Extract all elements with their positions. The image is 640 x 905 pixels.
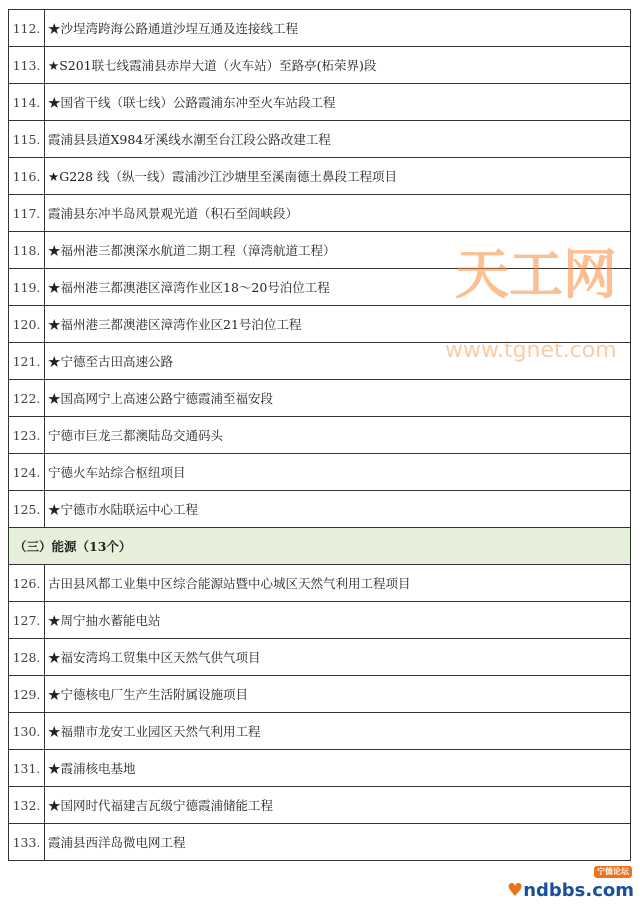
row-number: 116.	[9, 158, 45, 195]
project-name: ★G228 线（纵一线）霞浦沙江沙塘里至溪南德土鼻段工程项目	[45, 158, 631, 195]
table-row	[9, 10, 631, 47]
watermark-url: www.tgnet.com	[445, 338, 617, 363]
row-number: 132.	[9, 787, 45, 824]
row-number: 123.	[9, 417, 45, 454]
project-name: ★国省干线（联七线）公路霞浦东冲至火车站段工程	[45, 84, 631, 121]
project-name: ★国网时代福建吉瓦级宁德霞浦储能工程	[45, 787, 631, 824]
watermark-brand: 天工网	[455, 243, 617, 306]
logo-tag: 宁德论坛	[594, 866, 632, 878]
project-name: ★福鼎市龙安工业园区天然气利用工程	[45, 713, 631, 750]
project-name: ★S201联七线霞浦县赤岸大道（火车站）至路亭(柘荣界)段	[45, 47, 631, 84]
table-row	[9, 343, 631, 380]
project-name: ★宁德核电厂生产生活附属设施项目	[45, 676, 631, 713]
row-number: 130.	[9, 713, 45, 750]
row-number: 115.	[9, 121, 45, 158]
table-row	[9, 565, 631, 602]
project-name: ★周宁抽水蓄能电站	[45, 602, 631, 639]
table-row	[9, 195, 631, 232]
table-row	[9, 750, 631, 787]
row-number: 122.	[9, 380, 45, 417]
section-header-row	[9, 528, 631, 565]
project-name: ★福州港三都澳深水航道二期工程（漳湾航道工程）	[45, 232, 631, 269]
row-number: 129.	[9, 676, 45, 713]
table-row	[9, 269, 631, 306]
table-row	[9, 491, 631, 528]
project-name: ★福州港三都澳港区漳湾作业区21号泊位工程	[45, 306, 631, 343]
row-number: 114.	[9, 84, 45, 121]
row-number: 120.	[9, 306, 45, 343]
project-name: ★福州港三都澳港区漳湾作业区18～20号泊位工程	[45, 269, 631, 306]
row-number: 117.	[9, 195, 45, 232]
table-row	[9, 676, 631, 713]
project-table	[8, 9, 631, 861]
heart-icon: ♥	[507, 880, 524, 901]
project-name: 霞浦县县道X984牙溪线水潮至台江段公路改建工程	[45, 121, 631, 158]
table-row	[9, 380, 631, 417]
row-number: 124.	[9, 454, 45, 491]
table-row	[9, 84, 631, 121]
table-row	[9, 454, 631, 491]
project-name: ★国高网宁上高速公路宁德霞浦至福安段	[45, 380, 631, 417]
project-name: ★沙埕湾跨海公路通道沙埕互通及连接线工程	[45, 10, 631, 47]
logo-text: ndbbs.com	[523, 880, 634, 901]
row-number: 126.	[9, 565, 45, 602]
table-row	[9, 417, 631, 454]
table-row	[9, 787, 631, 824]
row-number: 112.	[9, 10, 45, 47]
table-row	[9, 639, 631, 676]
table-row	[9, 713, 631, 750]
table-row	[9, 232, 631, 269]
table-row	[9, 47, 631, 84]
row-number: 128.	[9, 639, 45, 676]
row-number: 118.	[9, 232, 45, 269]
row-number: 133.	[9, 824, 45, 861]
row-number: 113.	[9, 47, 45, 84]
table-row	[9, 824, 631, 861]
project-name: 宁德火车站综合枢纽项目	[45, 454, 631, 491]
table-row	[9, 306, 631, 343]
project-name: ★霞浦核电基地	[45, 750, 631, 787]
project-name: ★宁德市水陆联运中心工程	[45, 491, 631, 528]
row-number: 131.	[9, 750, 45, 787]
project-name: ★福安湾坞工贸集中区天然气供气项目	[45, 639, 631, 676]
project-name: 霞浦县东冲半岛风景观光道（积石至闾峡段）	[45, 195, 631, 232]
project-name: ★宁德至古田高速公路	[45, 343, 631, 380]
project-name: 古田县风都工业集中区综合能源站暨中心城区天然气利用工程项目	[45, 565, 631, 602]
project-name: 宁德市巨龙三都澳陆岛交通码头	[45, 417, 631, 454]
site-logo	[507, 867, 634, 901]
row-number: 121.	[9, 343, 45, 380]
table-row	[9, 602, 631, 639]
row-number: 127.	[9, 602, 45, 639]
row-number: 125.	[9, 491, 45, 528]
project-name: 霞浦县西洋岛微电网工程	[45, 824, 631, 861]
section-title: （三）能源（13个）	[9, 528, 631, 565]
table-row	[9, 158, 631, 195]
table-row	[9, 121, 631, 158]
row-number: 119.	[9, 269, 45, 306]
